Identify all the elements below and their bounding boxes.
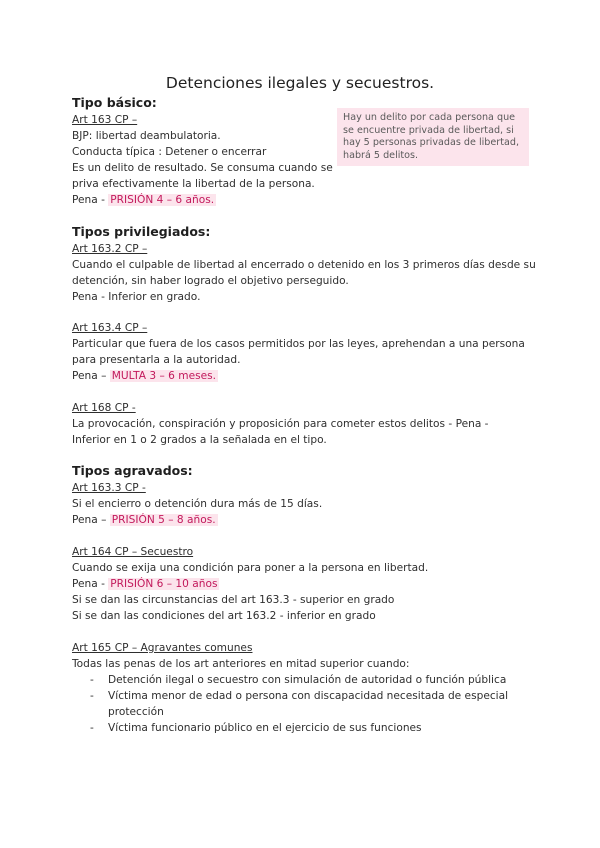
article-text: Si se dan las condiciones del art 163.2 - inferior en grado [72, 610, 376, 622]
pena-label: Pena – [72, 370, 110, 382]
page-title: Detenciones ilegales y secuestros. [165, 74, 435, 92]
article-text: Si el encierro o detención dura más de 15 días. [72, 498, 323, 510]
pena-line [72, 368, 218, 384]
desc-text: Es un delito de resultado. Se consuma cuando se [72, 162, 333, 174]
list-item: Víctima funcionario público en el ejercicio de sus funciones [108, 722, 422, 734]
article-text: Si se dan las circunstancias del art 163.3 - superior en grado [72, 594, 395, 606]
note-line: Hay un delito por cada persona que [343, 112, 516, 123]
article-text: para presentarla a la autoridad. [72, 354, 241, 366]
article-text: Particular que fuera de los casos permitidos por las leyes, aprehendan a una persona [72, 338, 525, 350]
pena-highlight: PRISIÓN 6 – 10 años [110, 578, 218, 590]
section-heading-privilegiados: Tipos privilegiados: [72, 224, 211, 239]
article-ref: Art 163.2 CP – [72, 243, 148, 255]
bullet-dash: - [90, 722, 94, 734]
pena-line [72, 192, 216, 208]
article-ref: Art 163.3 CP - [72, 482, 146, 494]
pena-label: Pena - [72, 194, 109, 206]
pena-highlight: MULTA 3 – 6 meses. [111, 370, 217, 382]
pena-highlight: PRISIÓN 5 – 8 años. [111, 514, 216, 526]
article-text: Cuando se exija una condición para poner a la persona en libertad. [72, 562, 429, 574]
pena-highlight: PRISIÓN 4 – 6 años. [110, 194, 215, 206]
conducta-text: Conducta típica : Detener o encerrar [72, 146, 267, 158]
article-ref: Art 165 CP – Agravantes comunes [72, 642, 253, 654]
desc-text: priva efectivamente la libertad de la persona. [72, 178, 315, 190]
list-item: Detención ilegal o secuestro con simulación de autoridad o función pública [108, 674, 507, 686]
article-text: Cuando el culpable de libertad al encerrado o detenido en los 3 primeros días desde su [72, 259, 536, 271]
article-text: La provocación, conspiración y proposición para cometer estos delitos - Pena - [72, 418, 489, 430]
bullet-dash: - [90, 674, 94, 686]
pena-line [72, 576, 219, 592]
pena-line: Pena - Inferior en grado. [72, 291, 201, 303]
article-text: Todas las penas de los art anteriores en mitad superior cuando: [72, 658, 410, 670]
bullet-dash: - [90, 690, 94, 702]
note-box [337, 108, 529, 166]
pena-line [72, 512, 218, 528]
section-heading-basico: Tipo básico: [72, 95, 157, 110]
article-text: Inferior en 1 o 2 grados a la señalada en el tipo. [72, 434, 327, 446]
list-item-continuation: protección [108, 706, 164, 718]
article-text: detención, sin haber logrado el objetivo perseguido. [72, 275, 349, 287]
list-item: Víctima menor de edad o persona con discapacidad necesitada de especial [108, 690, 509, 702]
section-heading-agravados: Tipos agravados: [72, 463, 193, 478]
article-ref: Art 164 CP – Secuestro [72, 546, 194, 558]
pena-label: Pena – [72, 514, 110, 526]
note-line: hay 5 personas privadas de libertad, [343, 137, 520, 148]
article-ref: Art 163.4 CP – [72, 322, 148, 334]
bjp-text: BJP: libertad deambulatoria. [72, 130, 221, 142]
note-line: se encuentre privada de libertad, si [343, 124, 514, 136]
pena-label: Pena - [72, 578, 109, 590]
article-ref: Art 168 CP - [72, 402, 136, 414]
note-line: habrá 5 delitos. [343, 149, 419, 161]
article-ref: Art 163 CP – [72, 114, 138, 126]
